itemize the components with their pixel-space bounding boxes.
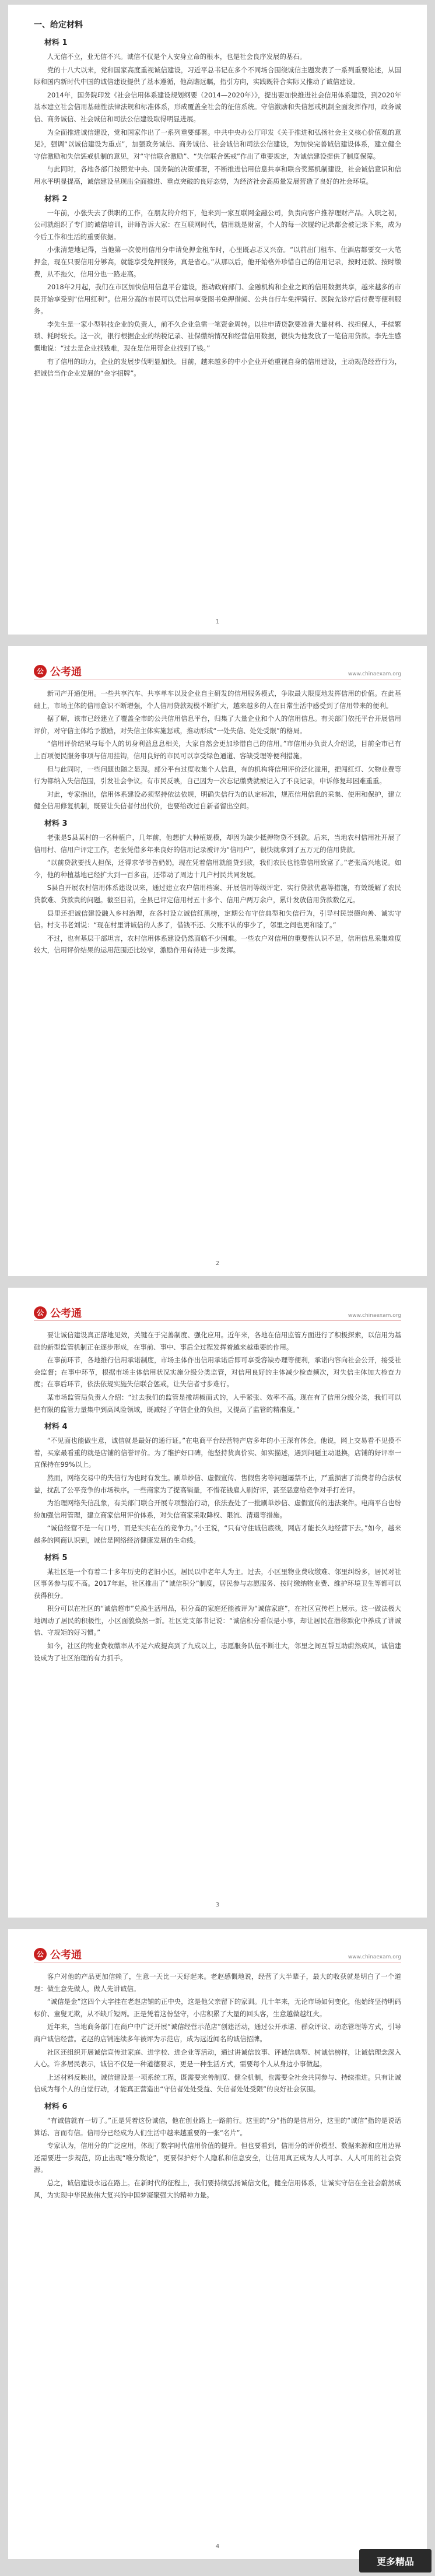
page-number: 1 xyxy=(215,619,220,625)
paragraph: 2014年，国务院印发《社会信用体系建设规划纲要（2014—2020年）》，提出要加快推进社会信用体系建设，到2020年基本建立社会信用基础性法律法规和标准体系，形成覆盖全社会的征信系统。守信激励和失信惩戒机制全面发挥作用，政务诚信、商务诚信、社会诚信和司法公信建设取得明显进展。 xyxy=(34,90,401,123)
paragraph: “以前贷款要找人担保，还得求爷爷告奶奶，现在凭着信用就能贷到款，我们农民也能靠信用致富了。”老张高兴地说。如今，他的种植基地已经扩大到一百多亩，还带动了周边十几户村民共同发展。 xyxy=(34,858,401,879)
material-heading: 材料 1 xyxy=(44,38,68,47)
material-heading: 材料 2 xyxy=(44,194,68,204)
brand-name: 公考通 xyxy=(50,1949,82,1961)
paragraph: 李先生是一家小型科技企业的负责人，前不久企业急需一笔资金周转。以往申请贷款要准备大量材料、找担保人，手续繁琐、耗时较长。这一次，银行根据企业的纳税记录、社保缴纳情况和经营信用数据，很快为他发放了一笔信用贷款。李先生感慨地说：“过去是企业找钱难，现在是信用帮企业找到了钱。” xyxy=(34,320,401,353)
paragraph: 对此，专家指出，信用体系建设必须坚持依法依规，明确失信行为的认定标准，规范信用信息的采集、使用和保护，建立健全信用修复机制，既要让失信者付出代价，也要给改过自新者留出空间。 xyxy=(34,790,401,811)
site-url: www.chinaexam.org xyxy=(348,671,401,677)
paragraph: 然而，网络交易中的失信行为也时有发生。刷单炒信、虚假宣传、售假售劣等问题屡禁不止，严重损害了消费者的合法权益，扰乱了公平竞争的市场秩序。一些商家为了提高销量，不惜花钱雇人刷好评，甚至恶意给竞争对手打差评。 xyxy=(34,1473,401,1494)
paragraph: 上述材料反映出，诚信建设是一项系统工程，既需要完善制度、健全机制，也需要全社会共同参与、持续推进。只有让诚信成为每个人的自觉行动，才能真正营造出“守信者处处受益、失信者处处受限”的良好社会氛围。 xyxy=(34,2073,401,2094)
page-body xyxy=(34,36,401,380)
page-body xyxy=(34,688,401,956)
page-body xyxy=(34,1971,401,2201)
paragraph: 某社区是一个有着二十多年历史的老旧小区，居民以中老年人为主。过去，小区里物业费收缴难、邻里纠纷多，居民对社区事务参与度不高。2017年起，社区推出了“诚信积分”制度，居民参与志愿服务、按时缴纳物业费、维护环境卫生等都可以获得积分。 xyxy=(34,1567,401,1600)
brand-name: 公考通 xyxy=(50,666,82,678)
brand-logo xyxy=(34,1947,82,1962)
paragraph: 积分可以在社区的“诚信超市”兑换生活用品，积分高的家庭还能被评为“诚信家庭”，在社区宣传栏上展示。这一做法极大地调动了居民的积极性，小区面貌焕然一新。社区党支部书记说：“诚信积分看似是小事，却让居民在潜移默化中养成了讲诚信、守规矩的好习惯。” xyxy=(34,1604,401,1637)
logo-icon: 公 xyxy=(34,1948,47,1961)
paragraph: 专家认为，信用分的广泛应用，体现了数字时代信用价值的提升。但也要看到，信用分的评价模型、数据来源和应用边界还需要进一步规范，防止出现“唯分数论”，更要保护好个人隐私和信息安全，让信用真正成为人人可享、人人可用的社会资源。 xyxy=(34,2142,401,2174)
paragraph: 人无信不立，业无信不兴。诚信不仅是个人安身立命的根本，也是社会良序发展的基石。 xyxy=(47,52,307,61)
material-heading: 材料 4 xyxy=(44,1422,68,1432)
material-heading: 材料 3 xyxy=(44,819,68,828)
paragraph: 如今，社区的物业费收缴率从不足六成提高到了九成以上，志愿服务队伍不断壮大，邻里之间互帮互助蔚然成风，诚信建设成为了社区治理的有力抓手。 xyxy=(34,1642,401,1662)
section-title: 一、给定材料 xyxy=(34,20,83,30)
page-number: 4 xyxy=(215,2543,220,2550)
paragraph: “诚信经营不是一句口号，而是实实在在的竞争力。”小王说，“只有守住诚信底线，网店才能长久地经营下去。”如今，越来越多的网商认识到，诚信是网络经济健康发展的生命线。 xyxy=(34,1524,401,1544)
paragraph: 为全面推进诚信建设，党和国家作出了一系列重要部署。中共中央办公厅印发《关于推进和弘扬社会主义核心价值观的意见》，强调“以诚信建设为重点”，加强政务诚信、商务诚信、社会诚信和司法公信建设，为加快完善诚信建设体系，建立健全守信激励和失信惩戒机制的意见，对“守信联合激励”、“失信联合惩戒”作出了重要规定，为诚信建设提供了制度保障。 xyxy=(34,128,401,160)
paragraph: 社区还组织开展诚信宣传进家庭、进学校、进企业等活动，通过讲诚信故事、评诚信典型、树诚信榜样，让诚信理念深入人心。许多居民表示，诚信不仅是一种道德要求，更是一种生活方式，需要每个人从身边小事做起。 xyxy=(34,2048,401,2069)
document-page xyxy=(8,646,427,1276)
paragraph: 一年前，小张失去了供职的工作，在朋友的介绍下，他来到一家互联网金融公司，负责向客户推荐理财产品。入职之初，公司就组织了专门的诚信培训，讲师告诉大家：在互联网时代，信用就是财富，个人的每一次履约记录都会被记录下来，成为今后工作和生活的重要依据。 xyxy=(34,208,401,241)
page-header xyxy=(34,1299,401,1321)
paragraph: 2018年2月起，我们在市区加快信用信息平台建设，推动政府部门、金融机构和企业之间的信用数据共享，越来越多的市民开始享受到“信用红利”。信用分高的市民可以凭信用享受图书免押借阅、公共自行车免押骑行、医院先诊疗后付费等便利服务。 xyxy=(34,283,401,316)
page-number: 3 xyxy=(215,1902,220,1908)
brand-logo xyxy=(34,664,82,679)
paragraph: 党的十八大以来，党和国家高度重视诚信建设，习近平总书记在多个不同场合围绕诚信主题发表了一系列重要论述，从国际和国内新时代中国的诚信建设提供了基本遵循，他高瞻远瞩，指引方向，实践既符合实际又推动了诚信建设。 xyxy=(34,65,401,86)
page-body xyxy=(34,1329,401,1664)
brand-name: 公考通 xyxy=(50,1308,82,1320)
paragraph: “不见面也能做生意，诚信就是最好的通行证。”在电商平台经营特产店多年的小王深有体会。他说，网上交易看不见摸不着，买家最看重的就是店铺的信誉评价。为了维护好口碑，他坚持货真价实、如实描述，遇到问题主动退换，店铺的好评率一直保持在99%以上。 xyxy=(34,1436,401,1469)
paragraph: 新司产开通使用。一些共享汽车、共享单车以及企业自主研发的信用服务模式，争取最大限度地发挥信用的价值。在此基础上，市场主体的信用意识不断增强，个人信用贷款规模不断扩大，越来越多的人在日常生活中感受到了信用带来的便利。 xyxy=(34,689,401,710)
logo-icon: 公 xyxy=(34,1306,47,1319)
paragraph: 为治理网络失信乱象，有关部门联合开展专项整治行动，依法查处了一批刷单炒信、虚假宣传的违法案件。电商平台也纷纷加强信用管理，建立商家信用评价体系，对失信商家采取降权、限流、清退等措施。 xyxy=(34,1499,401,1519)
paragraph: 小张清楚地记得，当他第一次使用信用分申请免押金租车时，心里既忐忑又兴奋。“以前出门租车、住酒店都要交一大笔押金，现在只要信用分够高，就能享受免押服务，真是省心。”从那以后，他开始格外珍惜自己的信用记录，按时还款、按时缴费，从不拖欠，信用分也一路走高。 xyxy=(34,246,401,278)
paragraph: 近年来，当地商务部门在商户中广泛开展“诚信经营示范店”创建活动，通过公开承诺、群众评议、动态管理等方式，引导商户诚信经营。老赵的店铺连续多年被评为示范店，成为远近闻名的诚信招牌。 xyxy=(34,2023,401,2043)
paragraph: “信用评价结果与每个人的切身利益息息相关，大家自然会更加珍惜自己的信用。”市信用办负责人介绍说，目前全市已有上百项便民服务事项与信用挂钩，信用良好的市民可以享受绿色通道、容缺受理等便利措施。 xyxy=(34,739,401,760)
paragraph: 要让诚信建设真正落地见效，关键在于完善制度、强化应用。近年来，各地在信用监管方面进行了积极探索，以信用为基础的新型监管机制正在逐步形成，在事前、事中、事后全过程发挥着越来越重要的作用。 xyxy=(34,1331,401,1351)
logo-icon: 公 xyxy=(34,665,47,678)
document-page xyxy=(8,1929,427,2559)
site-url: www.chinaexam.org xyxy=(348,1313,401,1319)
page-header xyxy=(34,1941,401,1962)
paragraph: 有了信用的助力，企业的发展步伐明显加快。目前，越来越多的中小企业开始重视自身的信用建设，主动规范经营行为，把诚信当作企业发展的“金字招牌”。 xyxy=(34,357,401,378)
document-page xyxy=(8,5,427,635)
paragraph: 在事前环节，各地推行信用承诺制度，市场主体作出信用承诺后即可享受容缺办理等便利，承诺内容向社会公开，接受社会监督；在事中环节，根据市场主体信用状况实施分级分类监管，对信用良好的主体减少检查频次，对失信主体加大检查力度；在事后环节，依法依规实施失信联合惩戒，让失信者寸步难行。 xyxy=(34,1356,401,1389)
watermark-badge[interactable]: 更多精品 xyxy=(359,2549,432,2573)
paragraph: 不过，也有基层干部坦言，农村信用体系建设仍然面临不少困难。一些农户对信用的重要性认识不足，信用信息采集难度较大，信用评价结果的运用范围还比较窄，激励作用有待进一步发挥。 xyxy=(34,934,401,955)
paragraph: “有诚信就有一切了。”正是凭着这份诚信，他在创业路上一路前行。这里的“分”指的是信用分，这里的“诚信”指的是说话算话、言而有信。信用分已经成为人们生活中越来越重要的一张“名片”。 xyxy=(34,2116,401,2137)
page-header xyxy=(34,658,401,679)
paragraph: 客户对他的产品更加信赖了，生意一天比一天好起来。老赵感慨地说，经营了大半辈子，最大的收获就是明白了一个道理：做生意先做人，做人先讲诚信。 xyxy=(34,1972,401,1993)
material-heading: 材料 5 xyxy=(44,1553,68,1562)
paragraph: “诚信是金”这四个大字挂在老赵店铺的正中央，这是他父亲留下的家训。几十年来，无论市场如何变化，他始终坚持明码标价、童叟无欺，从不缺斤短两。正是凭着这份坚守，小店积累了大量的回头客，生意越做越红火。 xyxy=(34,1997,401,2018)
material-heading: 材料 6 xyxy=(44,2102,68,2111)
paragraph: S县自开展农村信用体系建设以来，通过建立农户信用档案、开展信用等级评定、实行贷款优惠等措施，有效缓解了农民贷款难、贷款贵的问题。截至目前，全县已评定信用村五十多个、信用户两万余户，累计发放信用贷款数亿元。 xyxy=(34,884,401,904)
paragraph: 县里还把诚信建设融入乡村治理，在各村设立诚信红黑榜，定期公布守信典型和失信行为，引导村民崇德向善、诚实守信。村支书老刘说：“现在村里讲诚信的人多了，借钱不还、欠账不认的事少了，邻里之间也更和睦了。” xyxy=(34,909,401,930)
page-number: 2 xyxy=(215,1260,220,1267)
paragraph: 但与此同时，一些问题也随之显现。部分平台过度收集个人信息，有的机构将信用评价泛化滥用，把闯红灯、欠物业费等行为都纳入失信范围，引发社会争议。有市民反映，自己因为一次忘记缴费就被记入了不良记录，申诉修复却困难重重。 xyxy=(34,765,401,786)
paragraph: 某市场监管局负责人介绍：“过去我们的监管是撒胡椒面式的，人手紧张、效率不高。现在有了信用分级分类，我们可以把有限的监管力量集中到高风险领域，既减轻了守信企业的负担，又提高了监管的精准度。” xyxy=(34,1393,401,1414)
paragraph: 据了解，该市已经建立了覆盖全市的公共信用信息平台，归集了大量企业和个人的信用信息。有关部门依托平台开展信用评价，对守信主体给予激励，对失信主体实施惩戒，推动形成“一处失信、处处受限”的格局。 xyxy=(34,714,401,735)
document-page xyxy=(8,1288,427,1918)
paragraph: 与此同时，各地各部门按照党中央、国务院的决策部署，不断推进信用信息共享和联合奖惩机制建设，社会诚信意识和信用水平明显提高，诚信建设呈现出全面推进、重点突破的良好态势，为经济社会高质量发展营造了良好的社会环境。 xyxy=(34,165,401,185)
paragraph: 总之，诚信建设永远在路上。在新时代的征程上，我们要持续弘扬诚信文化，健全信用体系，让诚实守信在全社会蔚然成风，为实现中华民族伟大复兴的中国梦凝聚强大的精神力量。 xyxy=(34,2178,401,2199)
site-url: www.chinaexam.org xyxy=(348,1954,401,1960)
brand-logo xyxy=(34,1305,82,1320)
paragraph: 老张是S县某村的一名种植户，几年前，他想扩大种植规模，却因为缺少抵押物贷不到款。后来，当地农村信用社开展了信用村、信用户评定工作，老张凭借多年来良好的信用记录被评为“信用户”，很快就拿到了五万元的信用贷款。 xyxy=(34,833,401,854)
